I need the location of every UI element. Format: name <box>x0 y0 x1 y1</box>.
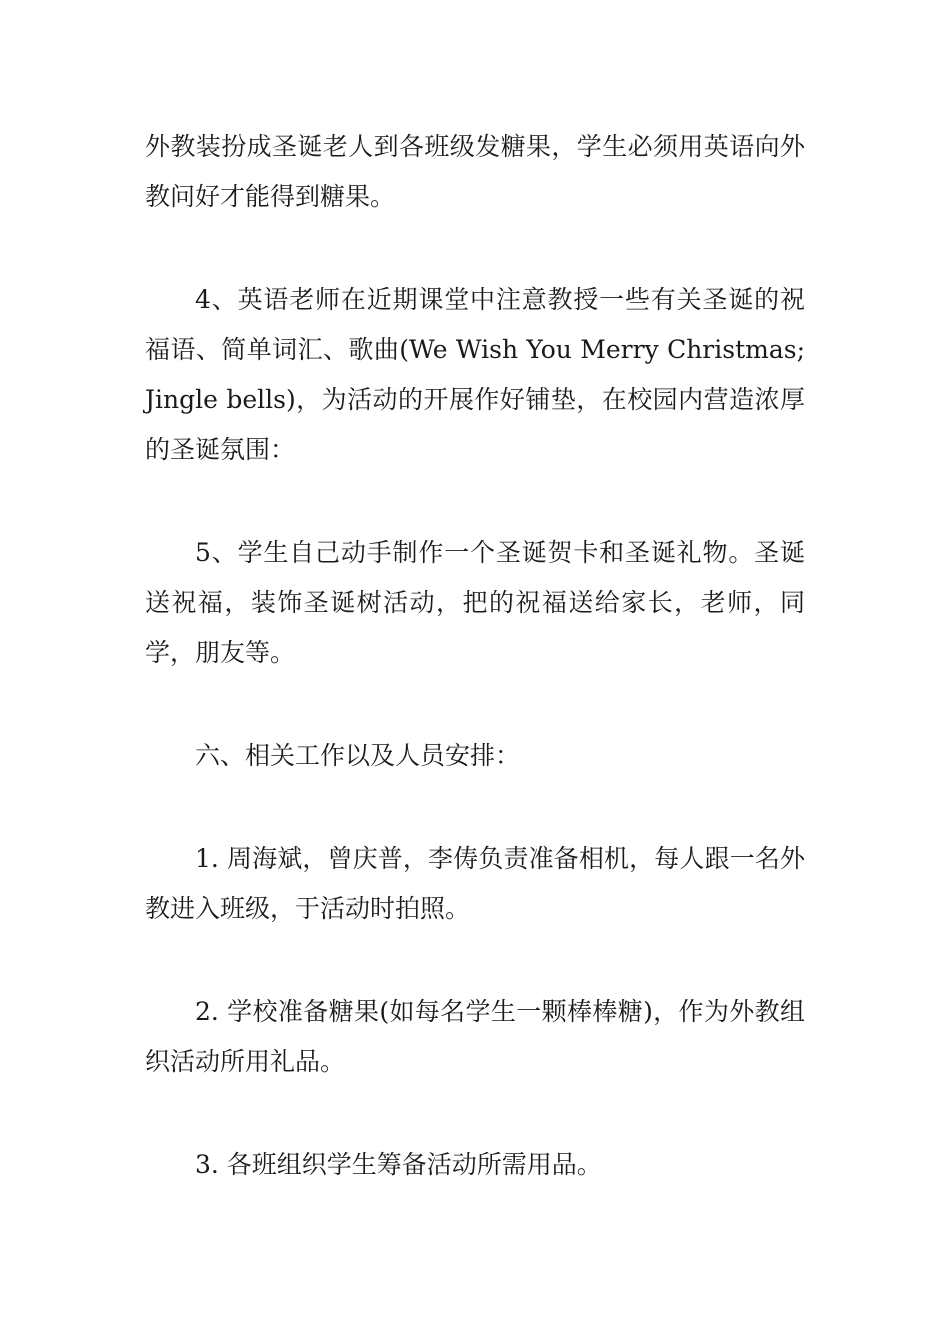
paragraph-gap <box>145 1087 805 1140</box>
paragraph-item-4-english-teachers: 4、英语老师在近期课堂中注意教授一些有关圣诞的祝福语、简单词汇、歌曲(We Wish You Merry Christmas;Jingle bells)，为活动的开展作好铺垫，在校园内营造浓厚的圣诞氛围： <box>145 285 805 464</box>
section-heading-staff-arrangement: 六、相关工作以及人员安排： <box>195 741 521 770</box>
paragraph-gap <box>145 475 805 528</box>
paragraph-gap <box>145 222 805 275</box>
document-body <box>145 122 805 1190</box>
paragraph-gap <box>145 934 805 987</box>
paragraph-arrangement-1-cameras: 1. 周海斌，曾庆普，李俦负责准备相机，每人跟一名外教进入班级，于活动时拍照。 <box>145 844 805 923</box>
paragraph-item-5-student-crafts: 5、学生自己动手制作一个圣诞贺卡和圣诞礼物。圣诞送祝福，装饰圣诞树活动，把的祝福送给家长，老师，同学，朋友等。 <box>145 538 805 667</box>
paragraph-arrangement-3-supplies: 3. 各班组织学生筹备活动所需用品。 <box>195 1150 602 1179</box>
paragraph-candy-continuation: 外教装扮成圣诞老人到各班级发糖果，学生必须用英语向外教问好才能得到糖果。 <box>145 132 805 211</box>
paragraph-arrangement-2-candy: 2. 学校准备糖果(如每名学生一颗棒棒糖)，作为外教组织活动所用礼品。 <box>145 997 805 1076</box>
paragraph-gap <box>145 678 805 731</box>
paragraph-gap <box>145 781 805 834</box>
